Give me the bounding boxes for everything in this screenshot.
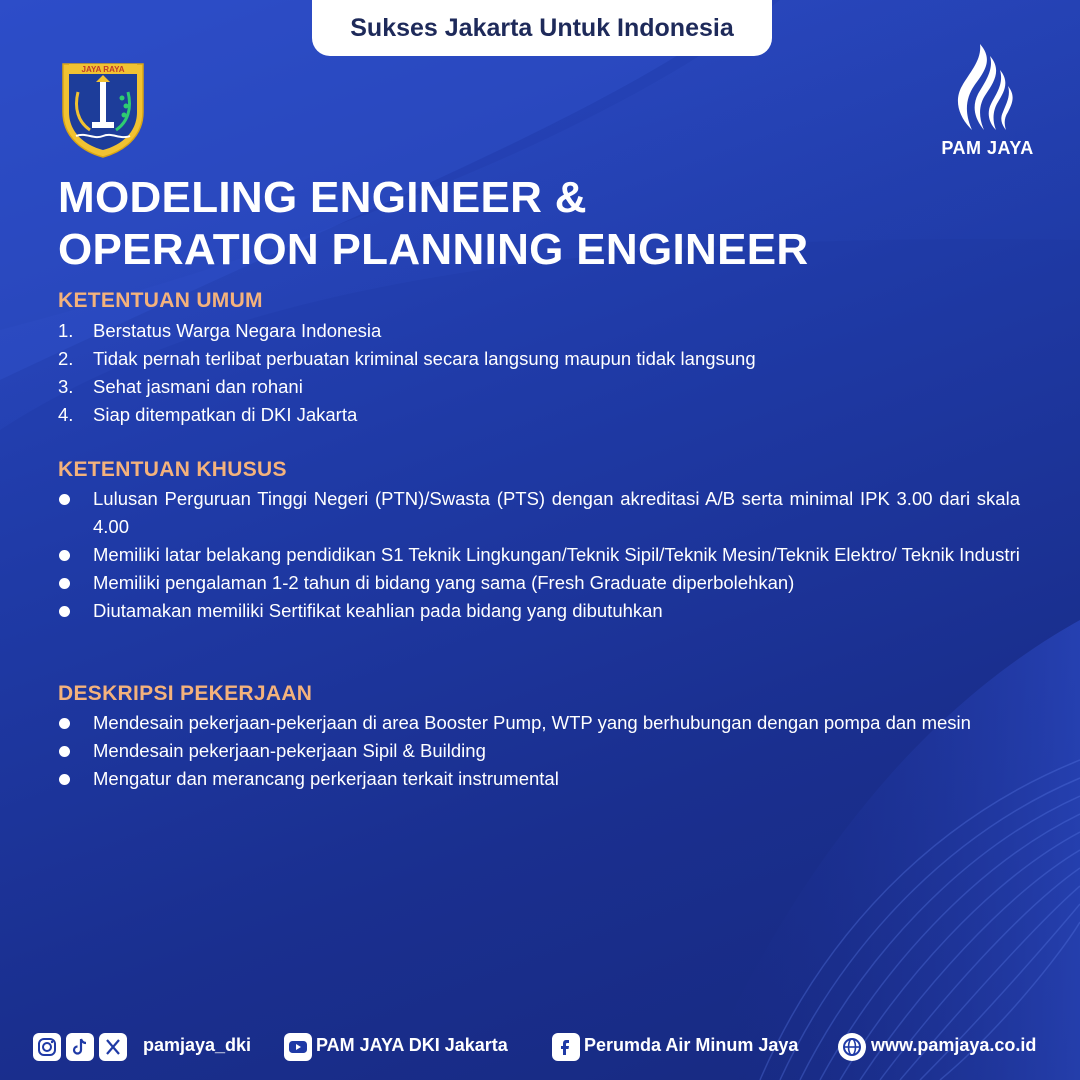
bullet-icon <box>59 606 70 617</box>
list-item <box>58 597 1020 625</box>
list-item-text: Siap ditempatkan di DKI Jakarta <box>93 404 358 425</box>
list-item-text: Berstatus Warga Negara Indonesia <box>93 320 382 341</box>
list-item-text: Diutamakan memiliki Sertifikat keahlian pada bidang yang dibutuhkan <box>93 600 663 621</box>
bullet-icon <box>59 718 70 729</box>
instagram-icon[interactable] <box>33 1033 61 1061</box>
list-item <box>58 709 1020 737</box>
list-item-text: Sehat jasmani dan rohani <box>93 376 303 397</box>
title-line-2: OPERATION PLANNING ENGINEER <box>58 225 809 274</box>
footer-bar <box>33 1031 1063 1065</box>
bullet-icon <box>59 578 70 589</box>
bullet-icon <box>59 746 70 757</box>
x-icon[interactable] <box>99 1033 127 1061</box>
list-item-text: Tidak pernah terlibat perbuatan kriminal secara langsung maupun tidak langsung <box>93 348 756 369</box>
list-item <box>58 569 1020 597</box>
social-handle[interactable]: pamjaya_dki <box>143 1035 252 1055</box>
list-item-text: Mengatur dan merancang perkerjaan terkait instrumental <box>93 768 559 789</box>
water-drop-icon <box>948 42 1028 134</box>
list-item-text: Memiliki pengalaman 1-2 tahun di bidang yang sama (Fresh Graduate diperbolehkan) <box>93 572 795 593</box>
list-item <box>58 765 1020 793</box>
bullet-icon <box>59 550 70 561</box>
list-item <box>58 485 1020 541</box>
list-item-text: Mendesain pekerjaan-pekerjaan Sipil & Building <box>93 740 486 761</box>
title-line-1: MODELING ENGINEER & <box>58 173 587 222</box>
list-item <box>58 317 1020 345</box>
globe-icon[interactable] <box>838 1033 866 1061</box>
section-heading-umum: KETENTUAN UMUM <box>58 289 263 312</box>
list-item-text: Lulusan Perguruan Tinggi Negeri (PTN)/Swasta (PTS) dengan akreditasi A/B serta minimal IPK 3.00 dari skala 4.00 <box>93 488 1020 537</box>
pam-jaya-logo <box>930 42 1045 162</box>
bullet-icon <box>59 774 70 785</box>
khusus-list <box>58 485 1020 625</box>
brand-name: PAM JAYA <box>941 138 1034 158</box>
umum-list <box>58 317 1020 429</box>
list-item <box>58 345 1020 373</box>
facebook-icon[interactable] <box>552 1033 580 1061</box>
facebook-page[interactable]: Perumda Air Minum Jaya <box>584 1035 799 1055</box>
list-number: 4. <box>58 404 74 425</box>
list-item <box>58 401 1020 429</box>
list-item-text: Memiliki latar belakang pendidikan S1 Teknik Lingkungan/Teknik Sipil/Teknik Mesin/Teknik Elektro/ Teknik Industri <box>93 544 1020 565</box>
section-heading-deskripsi: DESKRIPSI PEKERJAAN <box>58 682 313 705</box>
list-item-text: Mendesain pekerjaan-pekerjaan di area Booster Pump, WTP yang berhubungan dengan pompa dan mesin <box>93 712 971 733</box>
bullet-icon <box>59 494 70 505</box>
tiktok-icon[interactable] <box>66 1033 94 1061</box>
list-number: 2. <box>58 348 74 369</box>
dki-jakarta-crest-icon <box>60 60 146 158</box>
website-link[interactable]: www.pamjaya.co.id <box>871 1035 1037 1055</box>
list-number: 1. <box>58 320 74 341</box>
list-item <box>58 737 1020 765</box>
list-item <box>58 541 1020 569</box>
youtube-icon[interactable] <box>284 1033 312 1061</box>
youtube-channel[interactable]: PAM JAYA DKI Jakarta <box>316 1035 508 1055</box>
tagline-banner: Sukses Jakarta Untuk Indonesia <box>312 0 772 56</box>
page-title <box>58 172 1018 276</box>
section-heading-khusus: KETENTUAN KHUSUS <box>58 458 287 481</box>
svg-text:JAYA RAYA: JAYA RAYA <box>81 65 125 74</box>
deskripsi-list <box>58 709 1020 793</box>
list-item <box>58 373 1020 401</box>
list-number: 3. <box>58 376 74 397</box>
